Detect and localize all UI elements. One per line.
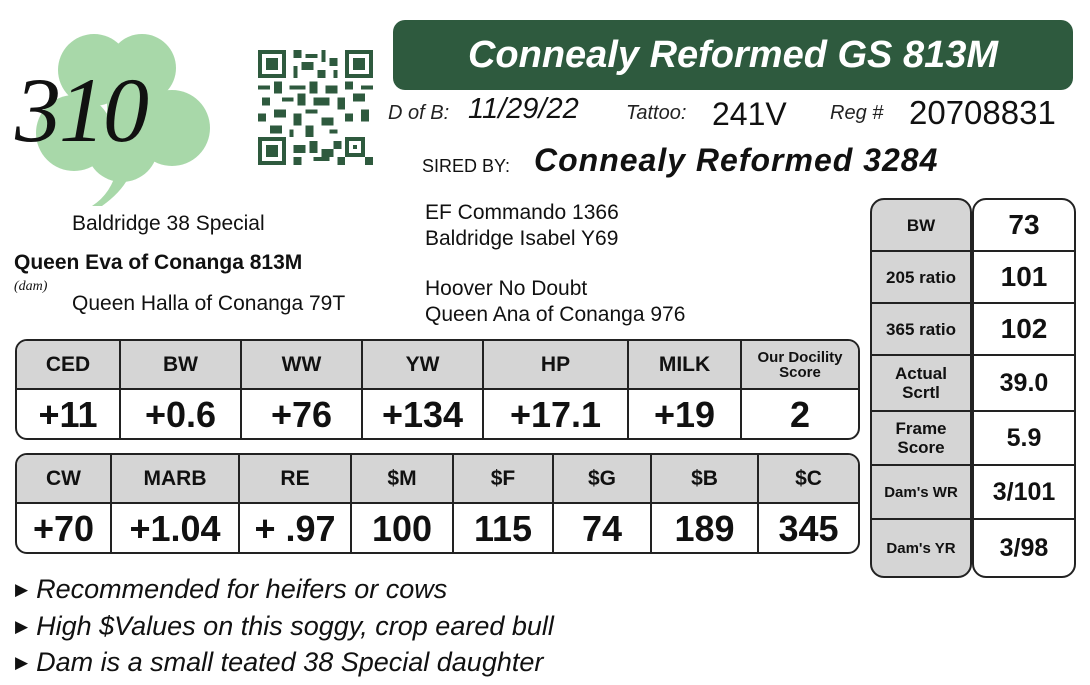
reg-value: 20708831 bbox=[909, 94, 1056, 131]
sire-dam-name: Baldridge Isabel Y69 bbox=[425, 227, 619, 250]
epd-header-milk: MILK bbox=[629, 341, 742, 388]
epd-header-f: $F bbox=[454, 455, 554, 502]
perf-label-dams-wr: Dam's WR bbox=[884, 483, 958, 501]
perf-label-205: 205 ratio bbox=[886, 267, 956, 287]
dam-name: Queen Eva of Conanga 813M bbox=[14, 251, 303, 274]
epd-header-marb: MARB bbox=[112, 455, 240, 502]
epd-value-m: 100 bbox=[352, 504, 454, 554]
epd-value-ww: +76 bbox=[242, 390, 363, 440]
tattoo-value: 241V bbox=[712, 96, 787, 132]
epd-header-m: $M bbox=[352, 455, 454, 502]
maternal-grand-sire: Hoover No Doubt bbox=[425, 277, 588, 300]
perf-label-scrotal: Actual Scrtl bbox=[895, 364, 947, 402]
dob-label: D of B: bbox=[388, 102, 450, 124]
epd-value-docility: 2 bbox=[789, 394, 811, 435]
sire-sire-name: EF Commando 1366 bbox=[425, 201, 619, 224]
epd-table-1 bbox=[15, 339, 860, 440]
dam-sire-name: Baldridge 38 Special bbox=[72, 212, 265, 235]
maternal-grand-dam: Queen Ana of Conanga 976 bbox=[425, 303, 686, 326]
perf-label-dams-yr: Dam's YR bbox=[886, 539, 956, 557]
epd-header-g: $G bbox=[554, 455, 652, 502]
note-item bbox=[15, 574, 447, 605]
epd-value-cw: +70 bbox=[17, 504, 112, 554]
epd-header-b: $B bbox=[652, 455, 759, 502]
bullet-triangle-icon: ▶ bbox=[15, 617, 29, 636]
epd-value-g: 74 bbox=[554, 504, 652, 554]
note-item bbox=[15, 647, 543, 678]
qr-code-icon[interactable] bbox=[258, 50, 373, 165]
epd-header-cw: CW bbox=[17, 455, 112, 502]
epd-header-hp: HP bbox=[484, 341, 629, 388]
epd-value-b: 189 bbox=[652, 504, 759, 554]
epd-value-re: + .97 bbox=[240, 504, 352, 554]
sire-name: Connealy Reformed 3284 bbox=[534, 142, 939, 178]
dob-value: 11/29/22 bbox=[468, 93, 579, 125]
epd-header-re: RE bbox=[240, 455, 352, 502]
epd-value-milk: +19 bbox=[629, 390, 742, 440]
epd-table-2 bbox=[15, 453, 860, 554]
tattoo-label: Tattoo: bbox=[626, 102, 687, 124]
epd-value-bw: +0.6 bbox=[121, 390, 242, 440]
perf-value-scrotal: 39.0 bbox=[999, 368, 1049, 397]
epd-header-yw: YW bbox=[363, 341, 484, 388]
perf-label-bw: BW bbox=[906, 215, 936, 235]
note-text: High $Values on this soggy, crop eared bull bbox=[36, 611, 554, 641]
perf-value-205: 101 bbox=[1000, 261, 1048, 292]
epd-value-hp: +17.1 bbox=[484, 390, 629, 440]
epd-value-marb: +1.04 bbox=[112, 504, 240, 554]
epd-header-c: $C bbox=[795, 466, 822, 490]
performance-labels-panel bbox=[870, 198, 972, 578]
bullet-triangle-icon: ▶ bbox=[15, 653, 29, 672]
epd-value-ced: +11 bbox=[17, 390, 121, 440]
perf-value-bw: 73 bbox=[1008, 209, 1040, 240]
perf-value-dams-wr: 3/101 bbox=[992, 477, 1056, 506]
dam-dam-name: Queen Halla of Conanga 79T bbox=[72, 292, 346, 315]
epd-value-f: 115 bbox=[454, 504, 554, 554]
lot-number: 310 bbox=[15, 59, 147, 161]
note-text: Recommended for heifers or cows bbox=[36, 574, 448, 604]
bullet-triangle-icon: ▶ bbox=[15, 580, 29, 599]
perf-value-365: 102 bbox=[1000, 313, 1048, 344]
animal-name-banner: Connealy Reformed GS 813M bbox=[393, 20, 1073, 90]
perf-label-frame: Frame Score bbox=[895, 419, 947, 457]
sired-by-label: SIRED BY: bbox=[422, 156, 511, 176]
epd-header-bw: BW bbox=[121, 341, 242, 388]
dam-tag: (dam) bbox=[14, 279, 48, 294]
performance-values-panel bbox=[972, 198, 1076, 578]
perf-value-frame: 5.9 bbox=[1006, 423, 1042, 452]
epd-header-ced: CED bbox=[17, 341, 121, 388]
epd-header-ww: WW bbox=[242, 341, 363, 388]
note-item bbox=[15, 611, 554, 642]
epd-header-docility: Our Docility Score bbox=[757, 348, 843, 381]
perf-value-dams-yr: 3/98 bbox=[999, 533, 1049, 562]
perf-label-365: 365 ratio bbox=[886, 319, 956, 339]
epd-value-c: 345 bbox=[778, 508, 839, 549]
note-text: Dam is a small teated 38 Special daughter bbox=[36, 647, 544, 677]
epd-value-yw: +134 bbox=[363, 390, 484, 440]
reg-label: Reg # bbox=[830, 102, 884, 124]
